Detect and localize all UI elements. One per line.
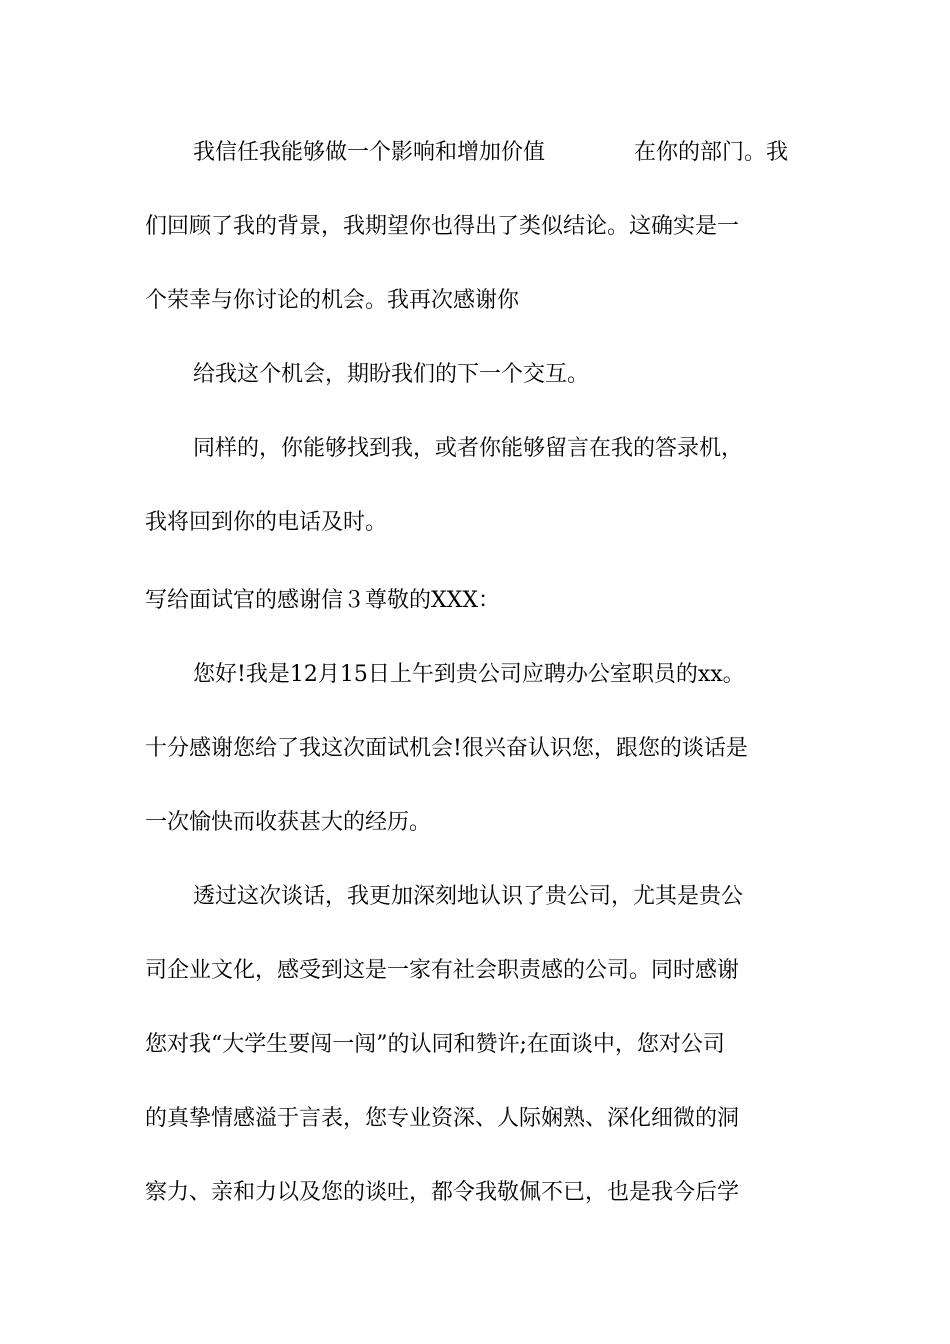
text-line: 给我这个机会，期盼我们的下一个交互。 [193,362,590,387]
text-line: 个荣幸与你讨论的机会。我再次感谢你 [145,288,520,313]
text-line: 写给面试官的感谢信３尊敬的XXX： [145,588,500,613]
text-line: 您对我“大学生要闯一闯”的认同和赞许;在面谈中，您对公司 [145,1032,725,1057]
text-line: 我信任我能够做一个影响和增加价值 [193,140,546,165]
text-line: 们回顾了我的背景，我期望你也得出了类似结论。这确实是一 [145,214,740,239]
text-line: 的真挚情感溢于言表，您专业资深、人际娴熟、深化细微的洞 [145,1106,740,1131]
text-line: 在你的部门。我 [634,140,789,165]
text-line: 您好!我是12月15日上午到贵公司应聘办公室职员的xx。 [193,662,745,687]
text-line: 一次愉快而收获甚大的经历。 [145,810,432,835]
text-line: 察力、亲和力以及您的谈吐，都令我敬佩不已，也是我今后学 [145,1180,740,1205]
text-line: 同样的，你能够找到我，或者你能够留言在我的答录机， [193,436,744,461]
text-line: 司企业文化，感受到这是一家有社会职责感的公司。同时感谢 [145,958,740,983]
text-line: 我将回到你的电话及时。 [145,510,388,535]
text-line: 透过这次谈话，我更加深刻地认识了贵公司，尤其是贵公 [193,884,744,909]
text-line: 十分感谢您给了我这次面试机会!很兴奋认识您，跟您的谈话是 [145,736,748,761]
